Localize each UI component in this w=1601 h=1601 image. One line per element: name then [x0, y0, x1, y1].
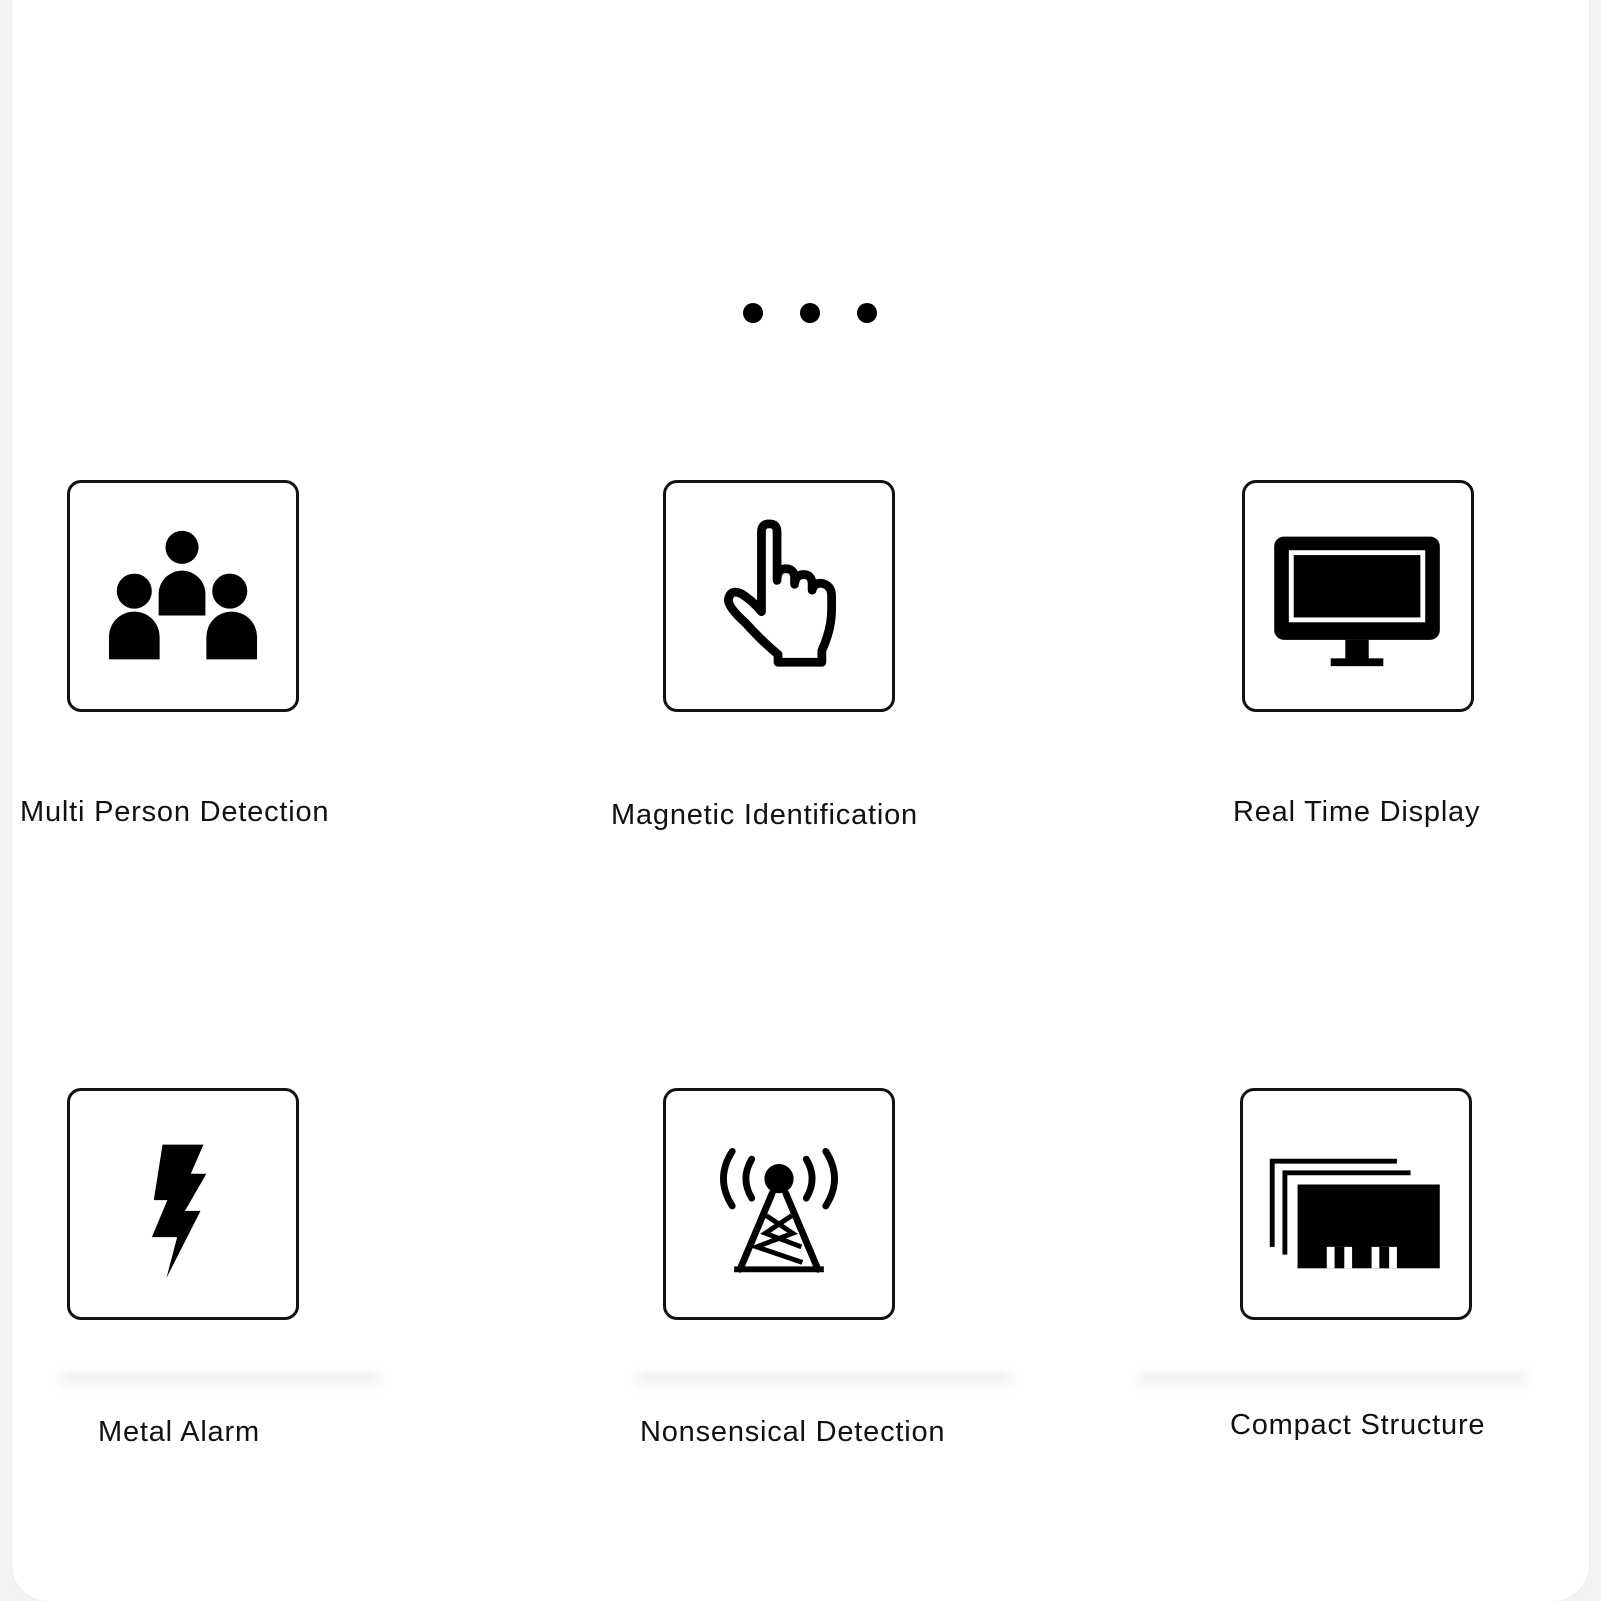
feature-label: Magnetic Identification — [611, 799, 918, 831]
pagination-dots[interactable] — [743, 303, 883, 323]
pagination-dot[interactable] — [743, 303, 763, 323]
feature-label: Real Time Display — [1233, 796, 1481, 828]
feature-label: Multi Person Detection — [20, 796, 330, 828]
pointing-hand-icon — [663, 480, 895, 712]
feature-label: Compact Structure — [1230, 1409, 1486, 1441]
feature-shadow — [60, 1374, 380, 1388]
feature-card — [12, 0, 1589, 1601]
lightning-bolt-icon — [67, 1088, 299, 1320]
stacked-panels-icon — [1240, 1088, 1472, 1320]
feature-shadow — [1138, 1374, 1528, 1388]
pagination-dot[interactable] — [800, 303, 820, 323]
people-group-icon — [67, 480, 299, 712]
monitor-icon — [1242, 480, 1474, 712]
pagination-dot[interactable] — [857, 303, 877, 323]
feature-label: Nonsensical Detection — [640, 1416, 946, 1448]
feature-label: Metal Alarm — [98, 1416, 260, 1448]
feature-shadow — [636, 1374, 1012, 1388]
signal-tower-icon — [663, 1088, 895, 1320]
